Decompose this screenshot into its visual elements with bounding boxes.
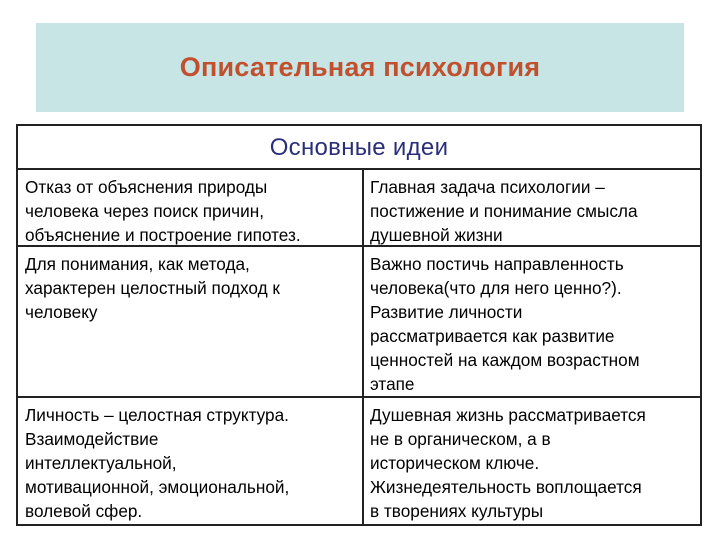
table-header-label: Основные идеи <box>269 134 449 161</box>
table-row <box>18 170 700 247</box>
table-cell-right: Главная задача психологии – постижение и понимание смысла душевной жизни <box>370 177 638 245</box>
slide-title: Описательная психология <box>179 52 541 82</box>
table-cell-right: Душевная жизнь рассматривается не в органическом, а в историческом ключе. Жизнедеятельность воплощается в творениях культуры <box>370 405 646 521</box>
table-header <box>18 126 700 170</box>
table-cell-left: Для понимания, как метода, характерен целостный подход к человеку <box>25 254 280 322</box>
ideas-table <box>16 124 702 526</box>
table-cell-right: Важно постичь направленность человека(что для него ценно?). Развитие личности рассматривается как развитие ценностей на каждом возрастном этапе <box>370 254 640 394</box>
table-cell-left: Личность – целостная структура. Взаимодействие интеллектуальной, мотивационной, эмоциональной, волевой сфер. <box>25 405 290 521</box>
title-banner <box>36 23 684 112</box>
table-row <box>18 398 700 524</box>
table-row <box>18 247 700 398</box>
table-cell-left: Отказ от объяснения природы человека через поиск причин, объяснение и построение гипотез. <box>25 177 301 245</box>
